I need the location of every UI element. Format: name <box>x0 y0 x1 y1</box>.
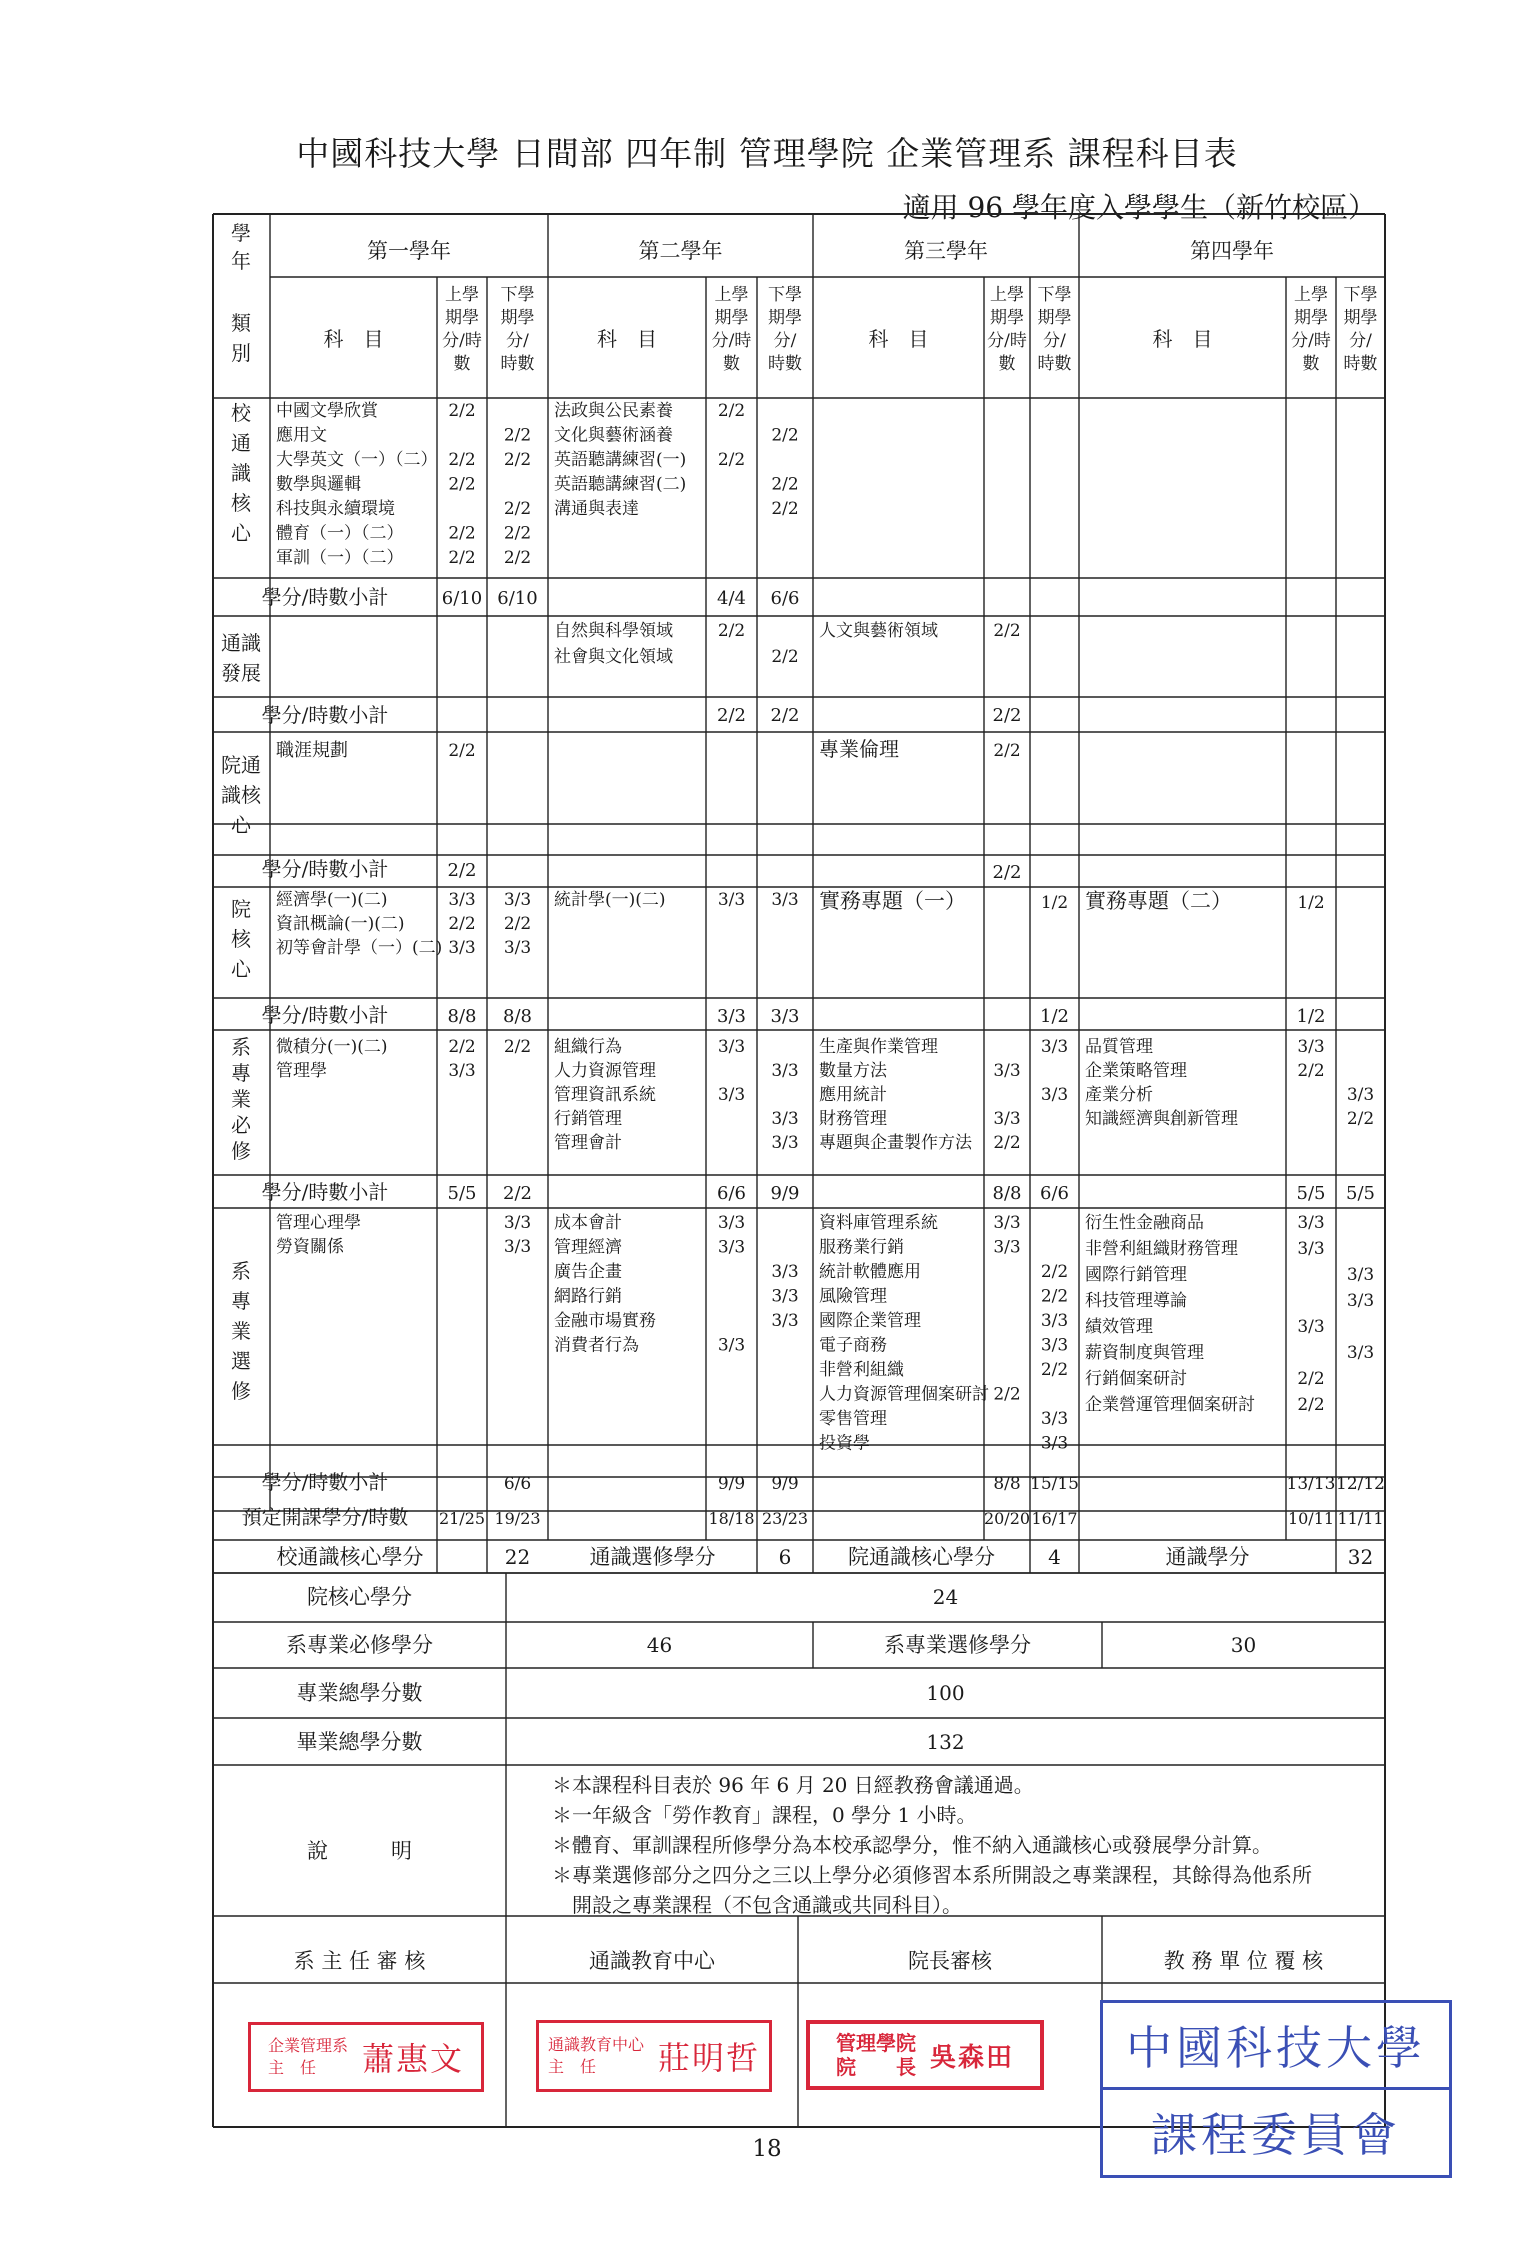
page-title: 中國科技大學 日間部 四年制 管理學院 企業管理系 課程科目表 <box>296 134 1238 173</box>
second-term-header: 期學 <box>1343 308 1378 328</box>
stamp-dept-text: 企業管理系 <box>267 2036 348 2055</box>
approval-header: 通識教育中心 <box>589 1949 715 1973</box>
subtotal-label: 學分/時數小計 <box>261 703 389 727</box>
credit-second: 2/2 <box>1040 1262 1069 1282</box>
course-name: 非營利組織財務管理 <box>1085 1239 1238 1259</box>
first-term-header: 上學 <box>1294 285 1328 305</box>
credit-first: 2/2 <box>717 450 746 470</box>
credit-first: 3/3 <box>717 1085 746 1105</box>
course-name: 統計學(一)(二) <box>554 890 666 910</box>
credit-second: 3/3 <box>503 1213 532 1233</box>
first-term-header: 數 <box>1302 354 1320 374</box>
planned-value: 23/23 <box>761 1509 809 1528</box>
course-name: 初等會計學（一）(二) <box>276 938 443 958</box>
category-label: 系 <box>231 1035 251 1059</box>
credit-first: 2/2 <box>1297 1369 1325 1389</box>
course-name: 資訊概論(一)(二) <box>276 914 405 934</box>
category-label: 系 <box>231 1259 251 1283</box>
credit-first: 3/3 <box>1297 1213 1325 1233</box>
credit-first: 2/2 <box>993 621 1021 641</box>
course-name: 英語聽講練習(一) <box>554 450 687 470</box>
category-label: 選 <box>231 1349 251 1373</box>
credit-second: 2/2 <box>503 425 532 446</box>
subtotal-value: 5/5 <box>1296 1183 1326 1204</box>
category-label: 心 <box>231 957 251 981</box>
second-term-header: 時數 <box>768 354 802 374</box>
subject-header: 科 目 <box>597 327 657 351</box>
year-header: 第四學年 <box>1190 239 1274 263</box>
note-line: ＊體育、軍訓課程所修學分為本校承認學分，惟不納入通識核心或發展學分計算。 <box>552 1833 1272 1857</box>
summary-label: 校通識核心學分 <box>276 1545 424 1569</box>
credit-second: 3/3 <box>1040 1433 1069 1454</box>
subtotal-label: 學分/時數小計 <box>261 1180 389 1204</box>
second-term-header: 分/ <box>1349 331 1372 351</box>
credit-second: 3/3 <box>503 938 532 958</box>
course-name: 經濟學(一)(二) <box>276 890 388 910</box>
planned-value: 18/18 <box>708 1509 755 1528</box>
note-line: ＊本課程科目表於 96 年 6 月 20 日經教務會議通過。 <box>552 1773 1034 1797</box>
page-subtitle: 適用 96 學年度入學學生（新竹校區） <box>902 191 1376 224</box>
course-name: 國際行銷管理 <box>1085 1265 1187 1285</box>
credit-first: 2/2 <box>1297 1061 1325 1081</box>
course-name: 人力資源管理個案研討 <box>819 1384 989 1405</box>
course-name: 軍訓（一）（二） <box>276 548 404 568</box>
subtotal-value: 8/8 <box>503 1006 532 1027</box>
summary-value: 132 <box>926 1730 965 1754</box>
first-term-header: 分/時 <box>987 331 1027 351</box>
first-term-header: 期學 <box>714 308 749 328</box>
course-name: 生產與作業管理 <box>819 1037 938 1057</box>
subtotal-value: 2/2 <box>770 705 800 726</box>
credit-first: 1/2 <box>1297 893 1325 913</box>
course-name: 網路行銷 <box>554 1286 622 1307</box>
second-term-header: 期學 <box>768 308 802 328</box>
course-name: 管理資訊系統 <box>554 1085 656 1105</box>
planned-value: 10/11 <box>1287 1509 1335 1528</box>
course-name: 數量方法 <box>819 1061 887 1081</box>
course-name: 中國文學欣賞 <box>276 401 378 421</box>
category-label: 業 <box>231 1319 251 1343</box>
credit-first: 3/3 <box>448 938 476 958</box>
general-center-stamp <box>536 2020 772 2092</box>
category-label: 通識 <box>221 631 261 655</box>
first-term-header: 期學 <box>1294 308 1328 328</box>
summary-label: 通識選修學分 <box>589 1545 716 1569</box>
course-name: 專業倫理 <box>819 737 899 761</box>
category-label: 識核 <box>221 783 261 807</box>
category-label: 通 <box>231 431 251 455</box>
summary-value: 32 <box>1347 1545 1374 1569</box>
category-label: 發展 <box>221 661 261 685</box>
first-term-header: 數 <box>998 354 1016 374</box>
credit-first: 3/3 <box>717 890 746 910</box>
credit-second: 2/2 <box>1346 1109 1375 1129</box>
subtotal-value: 6/10 <box>441 588 483 609</box>
second-term-header: 時數 <box>500 354 535 374</box>
subtotal-value: 2/2 <box>503 1183 532 1204</box>
credit-first: 3/3 <box>1297 1239 1325 1259</box>
course-name: 體育（一）（二） <box>276 523 404 544</box>
first-term-header: 期學 <box>990 308 1024 328</box>
category-header: 年 <box>231 249 251 273</box>
second-term-header: 分/ <box>1043 331 1066 351</box>
course-name: 文化與藝術涵養 <box>554 425 673 446</box>
course-name: 服務業行銷 <box>819 1237 904 1258</box>
credit-first: 2/2 <box>1297 1395 1325 1415</box>
summary-label: 系專業選修學分 <box>884 1633 1031 1657</box>
stamp-dean-title: 院 長 <box>835 2055 916 2079</box>
credit-second: 3/3 <box>1346 1085 1375 1105</box>
credit-second: 3/3 <box>1346 1343 1375 1363</box>
course-name: 財務管理 <box>819 1109 887 1129</box>
second-term-header: 下學 <box>500 285 535 305</box>
subtotal-value: 3/3 <box>717 1006 746 1027</box>
subtotal-value: 2/2 <box>992 862 1022 883</box>
credit-second: 3/3 <box>771 890 799 910</box>
course-name: 風險管理 <box>819 1286 887 1307</box>
credit-second: 3/3 <box>1040 1335 1069 1356</box>
course-name: 自然與科學領域 <box>554 621 673 641</box>
credit-first: 2/2 <box>448 914 476 934</box>
summary-label: 院通識核心學分 <box>848 1545 995 1569</box>
second-term-header: 分/ <box>773 331 797 351</box>
course-name: 社會與文化領域 <box>554 647 673 667</box>
course-name: 管理心理學 <box>276 1213 361 1233</box>
planned-value: 21/25 <box>438 1509 486 1528</box>
course-name: 零售管理 <box>819 1409 887 1429</box>
course-name: 管理會計 <box>554 1133 622 1153</box>
category-label: 識 <box>231 461 251 485</box>
first-term-header: 數 <box>723 354 740 374</box>
category-label: 校 <box>231 401 251 425</box>
course-name: 行銷個案研討 <box>1085 1369 1187 1389</box>
credit-first: 3/3 <box>717 1037 746 1057</box>
credit-second: 3/3 <box>1040 1037 1069 1057</box>
credit-second: 3/3 <box>771 1262 799 1282</box>
course-name: 應用統計 <box>819 1085 887 1105</box>
course-name: 薪資制度與管理 <box>1085 1343 1204 1363</box>
credit-second: 2/2 <box>771 474 799 495</box>
year-header: 第一學年 <box>367 239 451 263</box>
course-name: 企業策略管理 <box>1085 1061 1187 1081</box>
planned-value: 19/23 <box>494 1509 541 1528</box>
credit-first: 2/2 <box>717 621 746 641</box>
subtotal-value: 9/9 <box>771 1474 799 1494</box>
category-label: 心 <box>231 813 251 837</box>
course-name: 微積分(一)(二) <box>276 1037 388 1057</box>
first-term-header: 分/時 <box>1291 331 1331 351</box>
course-name: 科技與永續環境 <box>276 499 395 519</box>
note-line: ＊專業選修部分之四分之三以上學分必須修習本系所開設之專業課程，其餘得為他系所 <box>552 1863 1312 1887</box>
credit-second: 3/3 <box>503 1237 532 1257</box>
credit-first: 3/3 <box>993 1109 1021 1129</box>
credit-second: 2/2 <box>503 548 532 568</box>
summary-value: 46 <box>646 1633 673 1657</box>
dean-stamp <box>806 2020 1044 2090</box>
credit-first: 2/2 <box>717 401 746 421</box>
category-label: 修 <box>231 1139 251 1163</box>
course-name: 投資學 <box>819 1433 870 1454</box>
credit-second: 2/2 <box>771 499 799 519</box>
course-name: 溝通與表達 <box>554 499 639 519</box>
credit-first: 3/3 <box>717 1213 746 1233</box>
credit-second: 3/3 <box>771 1286 799 1307</box>
first-term-header: 上學 <box>990 285 1024 305</box>
course-name: 產業分析 <box>1085 1085 1153 1105</box>
subtotal-value: 3/3 <box>770 1006 800 1027</box>
credit-first: 2/2 <box>448 474 476 495</box>
subtotal-value: 5/5 <box>447 1183 477 1204</box>
course-name: 廣告企畫 <box>554 1262 622 1282</box>
planned-label: 預定開課學分/時數 <box>241 1505 409 1529</box>
credit-second: 3/3 <box>1040 1085 1069 1105</box>
category-header: 類 <box>231 311 251 335</box>
credit-second: 1/2 <box>1040 893 1069 913</box>
subtotal-value: 8/8 <box>993 1474 1021 1494</box>
subtotal-value: 6/6 <box>770 588 800 609</box>
first-term-header: 期學 <box>445 308 479 328</box>
course-name: 資料庫管理系統 <box>819 1213 938 1233</box>
course-name: 品質管理 <box>1085 1037 1153 1057</box>
course-name: 管理經濟 <box>554 1237 622 1258</box>
course-name: 知識經濟與創新管理 <box>1085 1109 1238 1129</box>
note-line: ＊一年級含「勞作教育」課程，0 學分 1 小時。 <box>552 1803 977 1827</box>
course-name: 非營利組織 <box>819 1360 904 1380</box>
category-header: 別 <box>231 341 251 365</box>
credit-second: 3/3 <box>1346 1291 1375 1311</box>
subtotal-value: 6/6 <box>1040 1183 1069 1204</box>
first-term-header: 上學 <box>714 285 749 305</box>
subtotal-value: 9/9 <box>717 1474 746 1494</box>
first-term-header: 分/時 <box>711 331 752 351</box>
credit-first: 3/3 <box>993 1061 1021 1081</box>
credit-first: 2/2 <box>448 1037 476 1057</box>
credit-first: 3/3 <box>717 1237 746 1258</box>
credit-second: 3/3 <box>503 890 532 910</box>
credit-second: 3/3 <box>1040 1311 1069 1331</box>
stamp-dean-text: 管理學院 <box>835 2031 916 2055</box>
course-name: 行銷管理 <box>554 1109 622 1129</box>
year-header: 第三學年 <box>904 239 988 263</box>
course-name: 人文與藝術領域 <box>819 621 938 641</box>
second-term-header: 期學 <box>1037 308 1072 328</box>
second-term-header: 時數 <box>1343 354 1378 374</box>
subtotal-label: 學分/時數小計 <box>261 857 389 881</box>
subtotal-value: 5/5 <box>1346 1183 1375 1204</box>
category-label: 院 <box>231 897 251 921</box>
second-term-header: 下學 <box>1037 285 1072 305</box>
course-name: 管理學 <box>276 1061 327 1081</box>
credit-second: 2/2 <box>1040 1360 1069 1380</box>
course-name: 法政與公民素養 <box>554 401 673 421</box>
subtotal-value: 12/12 <box>1336 1474 1385 1494</box>
credit-second: 3/3 <box>1346 1265 1375 1285</box>
subtotal-value: 2/2 <box>717 705 746 726</box>
category-label: 修 <box>231 1379 251 1403</box>
summary-value: 24 <box>932 1585 959 1609</box>
credit-first: 3/3 <box>717 1335 746 1356</box>
category-label: 院通 <box>221 753 261 777</box>
course-name: 組織行為 <box>554 1037 622 1057</box>
stamp-school-name: 中國科技大學 <box>1126 2021 1426 2075</box>
stamp-general-name: 莊明哲 <box>658 2039 761 2077</box>
credit-first: 3/3 <box>1297 1037 1325 1057</box>
summary-label: 通識學分 <box>1165 1545 1250 1569</box>
course-name: 消費者行為 <box>554 1335 639 1356</box>
course-name: 應用文 <box>276 425 327 446</box>
credit-second: 3/3 <box>771 1109 799 1129</box>
course-name: 衍生性金融商品 <box>1085 1213 1204 1233</box>
course-name: 電子商務 <box>819 1335 887 1356</box>
subtotal-value: 6/6 <box>717 1183 746 1204</box>
subtotal-label: 學分/時數小計 <box>261 1470 389 1494</box>
stamp-school-committee: 課程委員會 <box>1103 2087 1449 2174</box>
summary-value: 22 <box>504 1545 531 1569</box>
credit-second: 2/2 <box>503 450 532 470</box>
subtotal-value: 15/15 <box>1030 1474 1079 1494</box>
credit-second: 2/2 <box>503 499 532 519</box>
credit-second: 2/2 <box>503 1037 532 1057</box>
second-term-header: 下學 <box>768 285 802 305</box>
credit-second: 3/3 <box>771 1311 799 1331</box>
summary-label: 畢業總學分數 <box>296 1730 423 1754</box>
stamp-dept-name: 蕭惠文 <box>362 2040 465 2078</box>
credit-first: 2/2 <box>993 741 1021 761</box>
category-label: 核 <box>231 927 251 951</box>
subject-header: 科 目 <box>1152 327 1213 351</box>
subtotal-value: 2/2 <box>992 705 1022 726</box>
subtotal-label: 學分/時數小計 <box>261 585 389 609</box>
subtotal-value: 1/2 <box>1040 1006 1069 1027</box>
course-name: 數學與邏輯 <box>276 474 361 495</box>
category-label: 心 <box>231 521 251 545</box>
summary-label: 院核心學分 <box>307 1585 412 1609</box>
course-name: 統計軟體應用 <box>819 1262 921 1282</box>
summary-value: 30 <box>1230 1633 1257 1657</box>
course-name: 成本會計 <box>554 1213 622 1233</box>
stamp-general-text: 通識教育中心 <box>547 2035 644 2054</box>
subtotal-value: 6/10 <box>497 588 538 609</box>
second-term-header: 期學 <box>500 308 535 328</box>
notes-label: 說 明 <box>307 1839 412 1863</box>
credit-first: 2/2 <box>993 1384 1021 1405</box>
summary-value: 6 <box>778 1545 792 1569</box>
subtotal-value: 13/13 <box>1286 1474 1336 1494</box>
credit-second: 3/3 <box>771 1133 799 1153</box>
summary-label: 系專業必修學分 <box>286 1633 433 1657</box>
planned-value: 20/20 <box>983 1509 1031 1528</box>
second-term-header: 時數 <box>1037 354 1072 374</box>
course-name: 專題與企畫製作方法 <box>819 1133 972 1153</box>
course-name: 績效管理 <box>1085 1317 1153 1337</box>
course-name: 勞資關係 <box>276 1237 344 1257</box>
subtotal-value: 2/2 <box>447 860 477 881</box>
summary-value: 4 <box>1048 1545 1061 1569</box>
subtotal-value: 1/2 <box>1296 1006 1326 1027</box>
credit-second: 3/3 <box>1040 1409 1069 1429</box>
category-label: 專 <box>231 1061 251 1085</box>
planned-value: 16/17 <box>1031 1509 1078 1528</box>
course-name: 實務專題（二） <box>1085 889 1232 913</box>
subtotal-label: 學分/時數小計 <box>261 1003 389 1027</box>
credit-first: 2/2 <box>448 741 476 761</box>
credit-first: 3/3 <box>993 1237 1021 1258</box>
course-name: 英語聽講練習(二) <box>554 474 687 495</box>
category-header: 學 <box>231 221 251 245</box>
page-number: 18 <box>752 2136 782 2162</box>
note-line: 開設之專業課程（不包含通識或共同科目）。 <box>552 1893 962 1917</box>
credit-first: 3/3 <box>993 1213 1021 1233</box>
approval-header: 教 務 單 位 覆 核 <box>1163 1949 1324 1973</box>
credit-second: 2/2 <box>503 914 532 934</box>
category-label: 核 <box>231 491 251 515</box>
stamp-dean-name: 吳森田 <box>929 2042 1014 2073</box>
course-name: 國際企業管理 <box>819 1311 921 1331</box>
credit-second: 2/2 <box>771 425 799 446</box>
credit-first: 3/3 <box>448 1061 476 1081</box>
subtotal-value: 6/6 <box>503 1474 532 1494</box>
course-name: 金融市場實務 <box>554 1311 656 1331</box>
dept-head-stamp <box>248 2022 484 2092</box>
first-term-header: 分/時 <box>442 331 482 351</box>
course-name: 大學英文（一）（二） <box>276 450 438 470</box>
course-name: 實務專題（一） <box>819 889 966 913</box>
credit-first: 3/3 <box>448 890 476 910</box>
stamp-dept-title: 主 任 <box>267 2058 316 2077</box>
approval-header: 系 主 任 審 核 <box>293 1949 426 1973</box>
credit-first: 2/2 <box>448 548 476 568</box>
subtotal-value: 4/4 <box>717 588 746 609</box>
category-label: 必 <box>231 1113 251 1137</box>
credit-first: 2/2 <box>448 401 476 421</box>
approval-header: 院長審核 <box>908 1949 992 1973</box>
planned-value: 11/11 <box>1337 1509 1384 1528</box>
subject-header: 科 目 <box>323 327 384 351</box>
subtotal-value: 8/8 <box>992 1183 1022 1204</box>
credit-first: 2/2 <box>448 523 476 544</box>
credit-second: 3/3 <box>771 1061 799 1081</box>
subtotal-value: 8/8 <box>447 1006 477 1027</box>
course-name: 科技管理導論 <box>1085 1291 1187 1311</box>
course-name: 職涯規劃 <box>276 740 348 761</box>
first-term-header: 上學 <box>445 285 479 305</box>
credit-first: 2/2 <box>993 1133 1021 1153</box>
subtotal-value: 9/9 <box>770 1183 800 1204</box>
summary-value: 100 <box>926 1681 965 1705</box>
stamp-general-title: 主 任 <box>547 2057 596 2076</box>
course-name: 企業營運管理個案研討 <box>1085 1395 1255 1415</box>
credit-second: 2/2 <box>503 523 532 544</box>
category-label: 專 <box>231 1289 251 1313</box>
category-label: 業 <box>231 1087 251 1111</box>
second-term-header: 分/ <box>506 331 529 351</box>
course-name: 人力資源管理 <box>554 1061 656 1081</box>
second-term-header: 下學 <box>1343 285 1378 305</box>
summary-label: 專業總學分數 <box>296 1681 423 1705</box>
year-header: 第二學年 <box>638 239 723 263</box>
subject-header: 科 目 <box>868 327 929 351</box>
credit-first: 3/3 <box>1297 1317 1325 1337</box>
credit-second: 2/2 <box>771 647 799 667</box>
credit-first: 2/2 <box>448 450 476 470</box>
credit-second: 2/2 <box>1040 1286 1069 1307</box>
first-term-header: 數 <box>453 354 471 374</box>
